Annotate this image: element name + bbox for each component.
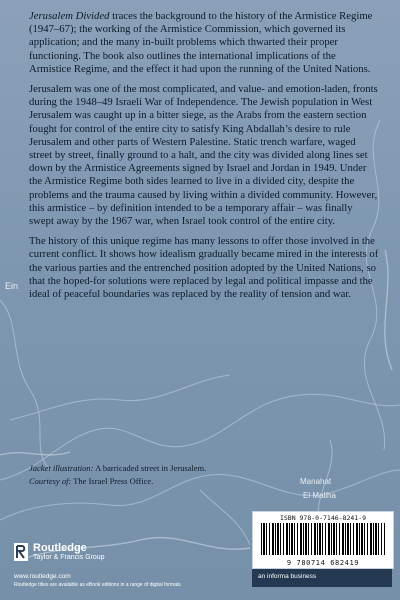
publisher-name: Routledge (33, 542, 87, 554)
jacket-illustration-credit (29, 463, 206, 474)
publisher-group: Taylor & Francis Group (33, 554, 105, 561)
publisher-logo-block (14, 542, 105, 561)
blurb-paragraph-1-text: traces the background to the history of the Armistice Regime (1947–67); the working of the Armistice Commission, which governed its application; and the many in-built problems which thwarted their proper functioning. The book also outlines the international implications of the Armistice Regime, and the effect it had upon the running of the United Nations. (29, 10, 373, 75)
courtesy-value: The Israel Press Office. (71, 476, 154, 486)
blurb-text (29, 10, 379, 308)
map-label-el-maliha: El Maliha (303, 491, 336, 500)
barcode-bars (261, 523, 385, 555)
blurb-paragraph-2: Jerusalem was one of the most complicated, and value- and emotion-laden, fronts during the 1948–49 Israeli War of Independence. The Jewish population in West Jerusalem was caught up in a bitter siege, as the Arabs from the eastern section fought for control of the entire city to satisfy King Abdallah’s desire to rule Jerusalem and other parts of Western Palestine. Static trench warfare, waged street by street, finally ground to a halt, and the city was divided along lines set down by the Armistice Agreements signed by Israel and Jordan in 1949. Under the Armistice Regime both sides learned to live in a divided city, despite the problems and the trauma caused by living within a divided community. However, this armistice – by definition intended to be a temporary affair – was finally swept away by the 1967 war, when Israel took control of the entire city. (29, 83, 378, 228)
courtesy-credit (29, 476, 153, 487)
informa-business-text: an informa business (258, 573, 317, 580)
barcode-number: 9 780714 682419 (286, 559, 360, 567)
publisher-url: www.routledge.com (14, 573, 71, 580)
informa-business-badge (252, 569, 392, 587)
map-label-manahat: Manahat (300, 477, 332, 486)
isbn-label: ISBN 978-0-7146-8241-9 (279, 514, 367, 522)
blurb-paragraph-1 (29, 10, 379, 76)
blurb-paragraph-3: The history of this unique regime has many lessons to offer those involved in the current conflict. It shows how idealism gradually became mired in the interests of the various parties and the entrenched position adopted by the United Nations, so that the hoped-for solutions were replaced by legal and political impasse and the ideal of peaceful boundaries was replaced by the reality of tension and war. (29, 235, 379, 301)
routledge-logo-icon (14, 543, 28, 561)
courtesy-label: Courtesy of: (29, 476, 72, 486)
jacket-illustration-value: A barricaded street in Jerusalem. (93, 463, 207, 473)
map-label-ein: Ein (5, 281, 19, 291)
jacket-illustration-label: Jacket illustration: (29, 463, 94, 473)
publisher-ebook-note: Routledge titles are available as eBook editions in a range of digital formats (14, 582, 181, 588)
book-title: Jerusalem Divided (29, 10, 110, 22)
barcode (252, 511, 394, 569)
